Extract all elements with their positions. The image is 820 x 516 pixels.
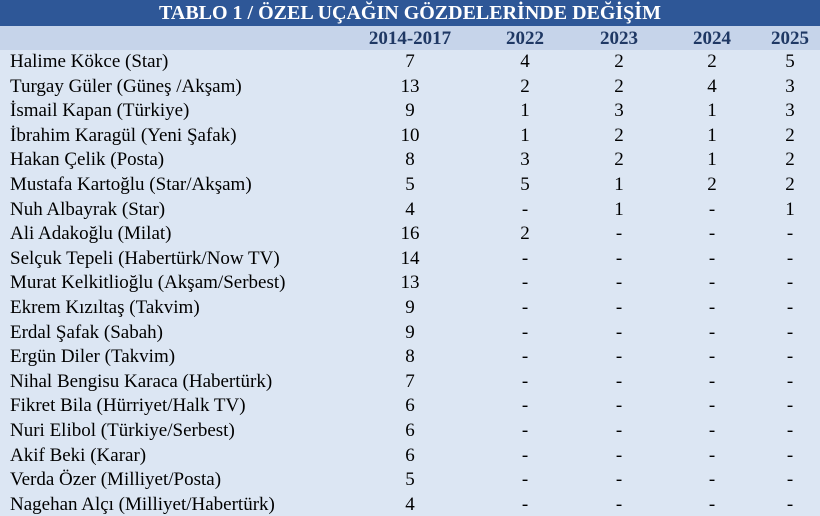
count-cell: - [786,469,794,491]
count-cell: - [521,272,529,294]
columnist-name-cell: Ergün Diler (Takvim) [10,346,176,368]
count-cell: 7 [405,51,415,72]
count-cell: 1 [785,198,795,220]
columnist-name-cell: Selçuk Tepeli (Habertürk/Now TV) [10,247,280,269]
count-cell: 2 [614,51,624,72]
count-cell: - [708,321,716,343]
count-cell: - [521,296,529,318]
count-cell: - [615,272,623,294]
table-row [0,50,820,75]
table-row [0,222,820,247]
count-cell: - [521,395,529,417]
count-cell: - [615,419,623,441]
column-header-2025: 2025 [771,28,809,49]
count-cell: - [708,272,716,294]
count-cell: - [615,395,623,417]
count-cell: - [521,419,529,441]
count-cell: - [786,444,794,466]
columnist-name-cell: Murat Kelkitlioğlu (Akşam/Serbest) [10,272,286,294]
count-cell: 14 [400,247,420,269]
count-cell: 5 [785,51,795,72]
count-cell: - [521,346,529,368]
count-cell: 2 [614,75,624,97]
table-row [0,419,820,444]
count-cell: 2 [785,149,795,171]
table-row [0,271,820,296]
count-cell: - [615,223,623,245]
column-header-2022: 2022 [506,28,544,49]
count-cell: - [708,296,716,318]
count-cell: 13 [400,75,420,97]
count-cell: - [615,296,623,318]
count-cell: 1 [614,198,624,220]
count-cell: 1 [520,100,530,122]
count-cell: 5 [520,173,530,195]
columnist-name-cell: Hakan Çelik (Posta) [10,149,165,171]
table-row [0,345,820,370]
count-cell: - [708,444,716,466]
count-cell: 2 [614,149,624,171]
count-cell: 4 [707,75,717,97]
count-cell: 3 [785,75,795,97]
columnist-name-cell: Nuh Albayrak (Star) [10,198,166,220]
count-cell: - [708,247,716,269]
count-cell: 1 [707,100,717,122]
count-cell: 1 [520,124,530,146]
count-cell: - [786,296,794,318]
columnist-name-cell: Turgay Güler (Güneş /Akşam) [10,75,242,97]
columnist-name-cell: İbrahim Karagül (Yeni Şafak) [10,124,237,146]
count-cell: 3 [520,149,530,171]
count-cell: - [708,419,716,441]
table-body [0,50,820,516]
count-cell: 2 [614,124,624,146]
count-cell: 6 [405,419,415,441]
count-cell: - [521,198,529,220]
count-cell: - [786,370,794,392]
count-cell: 9 [405,321,415,343]
count-cell: - [786,223,794,245]
count-cell: - [615,493,623,515]
columnist-name-cell: İsmail Kapan (Türkiye) [10,100,190,122]
count-cell: - [521,247,529,269]
columnist-name-cell: Erdal Şafak (Sabah) [10,321,163,343]
count-cell: - [615,247,623,269]
count-cell: 1 [707,124,717,146]
table-header-row [0,26,820,50]
column-header-2023: 2023 [600,28,638,49]
columnist-name-cell: Verda Özer (Milliyet/Posta) [10,469,222,491]
count-cell: 3 [785,100,795,122]
count-cell: 5 [405,173,415,195]
table-row [0,75,820,100]
count-cell: 2 [520,75,530,97]
table-row [0,493,820,516]
count-cell: - [521,469,529,491]
count-cell: 9 [405,296,415,318]
columnist-name-cell: Ali Adakoğlu (Milat) [10,223,172,245]
count-cell: - [786,493,794,515]
count-cell: - [786,419,794,441]
count-cell: - [521,370,529,392]
count-cell: - [521,444,529,466]
count-cell: - [786,272,794,294]
count-cell: 2 [707,173,717,195]
columnist-name-cell: Fikret Bila (Hürriyet/Halk TV) [10,395,246,417]
count-cell: 4 [405,493,415,515]
table-row [0,173,820,198]
table-row [0,148,820,173]
count-cell: 1 [614,173,624,195]
table-row [0,296,820,321]
count-cell: 6 [405,395,415,417]
count-cell: - [786,346,794,368]
count-cell: 2 [785,124,795,146]
count-cell: 16 [400,223,420,245]
columnist-name-cell: Akif Beki (Karar) [10,444,147,466]
count-cell: - [708,493,716,515]
count-cell: 7 [405,370,415,392]
table-title: TABLO 1 / ÖZEL UÇAĞIN GÖZDELERİNDE DEĞİŞİM [0,0,820,26]
count-cell: - [615,469,623,491]
count-cell: 1 [707,149,717,171]
column-header-2024: 2024 [693,28,731,49]
count-cell: - [708,223,716,245]
count-cell: 2 [785,173,795,195]
count-cell: 8 [405,346,415,368]
count-cell: - [786,395,794,417]
count-cell: 2 [707,51,717,72]
count-cell: - [615,370,623,392]
table-row [0,321,820,346]
count-cell: 2 [520,223,530,245]
table-row [0,468,820,493]
table-row [0,198,820,223]
count-cell: 8 [405,149,415,171]
count-cell: - [786,321,794,343]
count-cell: 13 [400,272,420,294]
count-cell: - [708,346,716,368]
count-cell: - [521,493,529,515]
columnist-name-cell: Nuri Elibol (Türkiye/Serbest) [10,419,235,441]
columnist-name-cell: Nihal Bengisu Karaca (Habertürk) [10,370,273,392]
table-row [0,124,820,149]
count-cell: - [708,198,716,220]
table-row [0,247,820,272]
count-cell: - [708,395,716,417]
column-header-2014-2017: 2014-2017 [368,28,452,49]
columnist-name-cell: Ekrem Kızıltaş (Takvim) [10,296,200,318]
table-row [0,99,820,124]
columnist-name-cell: Halime Kökce (Star) [10,51,169,72]
count-cell: 9 [405,100,415,122]
count-cell: 4 [405,198,415,220]
count-cell: - [708,469,716,491]
table-row [0,444,820,469]
count-cell: - [615,444,623,466]
table-row [0,370,820,395]
count-cell: - [521,321,529,343]
count-cell: 6 [405,444,415,466]
count-cell: 4 [520,51,530,72]
count-cell: - [708,370,716,392]
count-cell: - [615,321,623,343]
count-cell: - [786,247,794,269]
columnist-name-cell: Nagehan Alçı (Milliyet/Habertürk) [10,493,275,515]
columnist-name-cell: Mustafa Kartoğlu (Star/Akşam) [10,173,252,195]
table-row [0,394,820,419]
count-cell: 3 [614,100,624,122]
count-cell: 5 [405,469,415,491]
count-cell: - [615,346,623,368]
count-cell: 10 [400,124,420,146]
